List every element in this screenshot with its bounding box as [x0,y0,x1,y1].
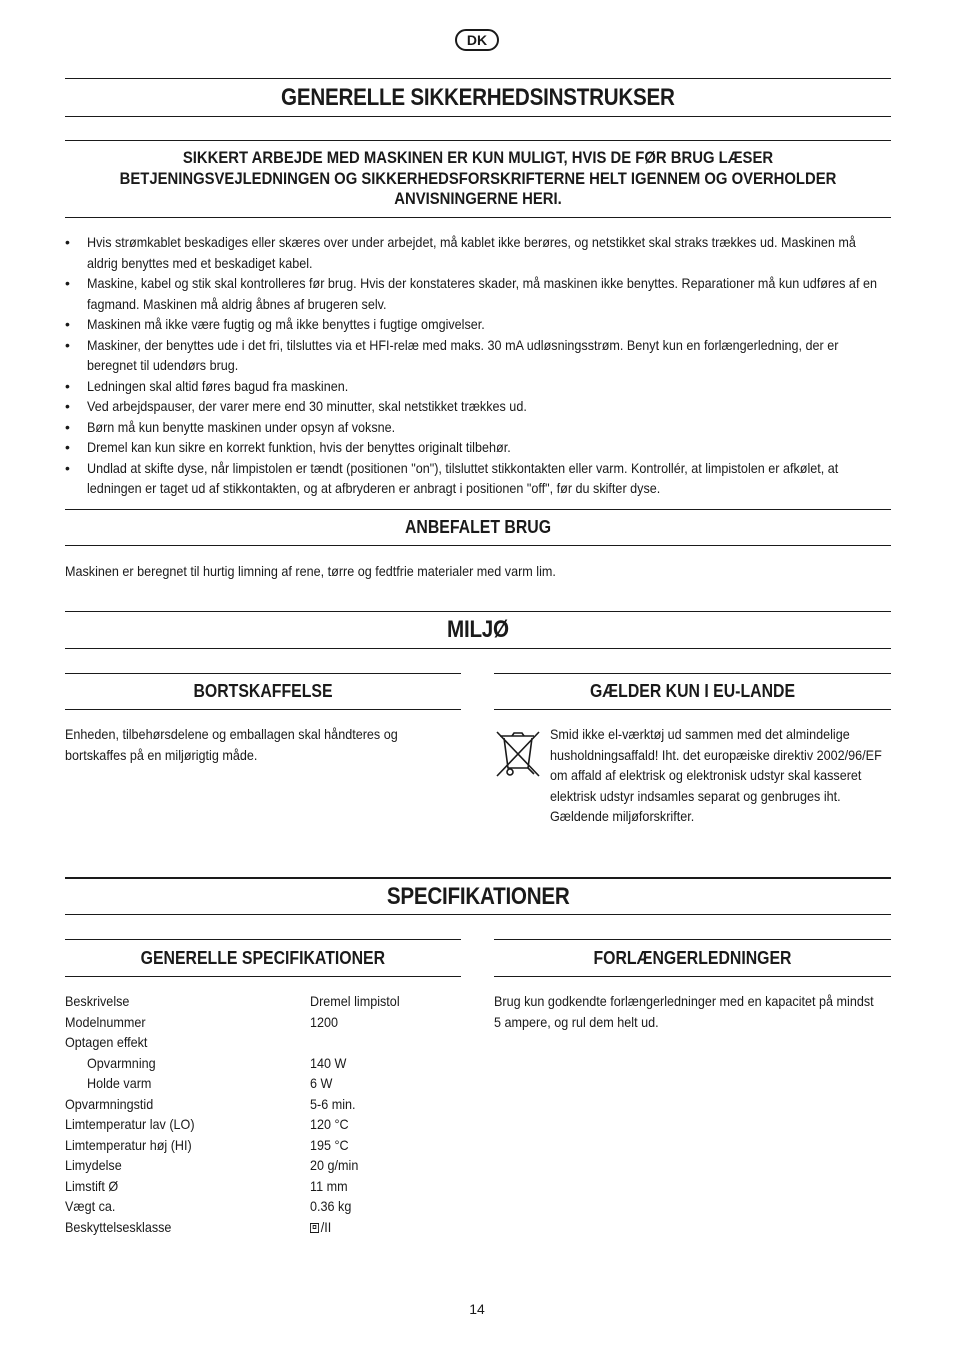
section-title-environment: MILJØ [65,611,891,649]
table-row: Beskrivelse Dremel limpistol [65,993,400,1009]
list-item: • Maskine, kabel og stik skal kontrolleres før brug. Hvis der konstateres skader, må maskinen ikke benyttes. Reparationer må kun udføres af en fagmand. Maskinen må aldrig åbnes af brugeren selv. [65,273,891,314]
language-badge: DK [455,29,499,51]
general-specs-heading: GENERELLE SPECIFIKATIONER [65,939,461,977]
table-row: Limydelse 20 g/min [65,1157,359,1173]
recommended-use-heading: ANBEFALET BRUG [65,509,891,546]
protection-class-ii-icon [310,1223,319,1233]
table-row: Opvarmningstid 5-6 min. [65,1095,356,1112]
section-title-specs: SPECIFIKATIONER [65,877,891,915]
recommended-use-text: Maskinen er beregnet til hurtig limning af rene, tørre og fedtfrie materialer med varm lim. [65,563,556,579]
list-item: • Ved arbejdspauser, der varer mere end 30 minutter, skal netstikket trækkes ud. [65,396,891,417]
safety-warning-text: SIKKERT ARBEJDE MED MASKINEN ER KUN MULIGT, HVIS DE FØR BRUG LÆSER BETJENINGSVEJLEDNINGEN OG SIKKERHEDSFORSKRIFTERNE HELT IGENNEM OG OVERHOLDER ANVISNINGERNE HERI. [119,149,837,209]
protection-class-value: /II [310,1217,331,1238]
list-item: • Maskinen må ikke være fugtig og må ikke benyttes i fugtige omgivelser. [65,314,891,335]
list-item: • Hvis strømkablet beskadiges eller skæres over under arbejdet, må kablet ikke berøres, og netstikket skal straks trækkes ud. Maskinen må aldrig benyttes med et beskadiget kabel. [65,232,891,273]
list-item: • Børn må kun benytte maskinen under opsyn af voksne. [65,417,891,438]
table-row: Vægt ca. 0.36 kg [65,1198,352,1214]
section-title-safety-text: GENERELLE SIKKERHEDSINSTRUKSER [281,83,675,111]
extension-cords-text: Brug kun godkendte forlængerledninger med en kapacitet på mindst 5 ampere, og rul dem helt ud. [494,993,874,1030]
disposal-heading: BORTSKAFFELSE [65,673,461,710]
table-row: Beskyttelsesklasse /II [65,1217,465,1238]
table-row: Opvarmning 140 W [87,1054,347,1071]
table-row: Limtemperatur lav (LO) 120 °C [65,1116,349,1132]
table-row: Holde varm 6 W [87,1075,333,1091]
disposal-text: Enheden, tilbehørsdelene og emballagen skal håndteres og bortskaffes på en miljørigtig måde. [65,726,398,763]
table-row: Limstift Ø 11 mm [65,1177,348,1194]
list-item: • Dremel kan kun sikre en korrekt funktion, hvis der benyttes originalt tilbehør. [65,437,891,458]
table-row: Modelnummer 1200 [65,1013,339,1030]
page-number: 14 [469,1301,485,1317]
list-item: • Undlad at skifte dyse, når limpistolen er tændt (positionen "on"), tilsluttet stikkontakten eller varm. Kontrollér, at limpistolen er afkølet, at ledningen er taget ud af stikkontakten, og at afbryderen er anbragt i positionen "off", før du skifter dyse. [65,458,891,499]
table-row: Limtemperatur høj (HI) 195 °C [65,1136,349,1153]
eu-only-text: Smid ikke el-værktøj ud sammen med det almindelige husholdningsaffald! Iht. det europæiske direktiv 2002/96/EF om affald af elektrisk og elektronisk udstyr skal kasseret elektrisk udstyr indsamles separat og genbruges iht. Gældende miljøforskrifter. [550,726,882,824]
list-item: • Ledningen skal altid føres bagud fra maskinen. [65,376,891,397]
safety-warning-box [65,140,891,218]
extension-cords-heading: FORLÆNGERLEDNINGER [494,939,891,977]
safety-bullet-list [65,232,891,499]
table-row: Optagen effekt [65,1034,148,1050]
eu-only-heading: GÆLDER KUN I EU-LANDE [494,673,891,710]
section-title-safety [65,78,891,117]
list-item: • Maskiner, der benyttes ude i det fri, tilsluttes via et HFI-relæ med maks. 30 mA udløsningsstrøm. Benyt kun en forlængerledning, der er beregnet til udendørs brug. [65,335,891,376]
crossed-out-wheelie-bin-icon [494,728,542,780]
spec-table [65,991,465,1237]
